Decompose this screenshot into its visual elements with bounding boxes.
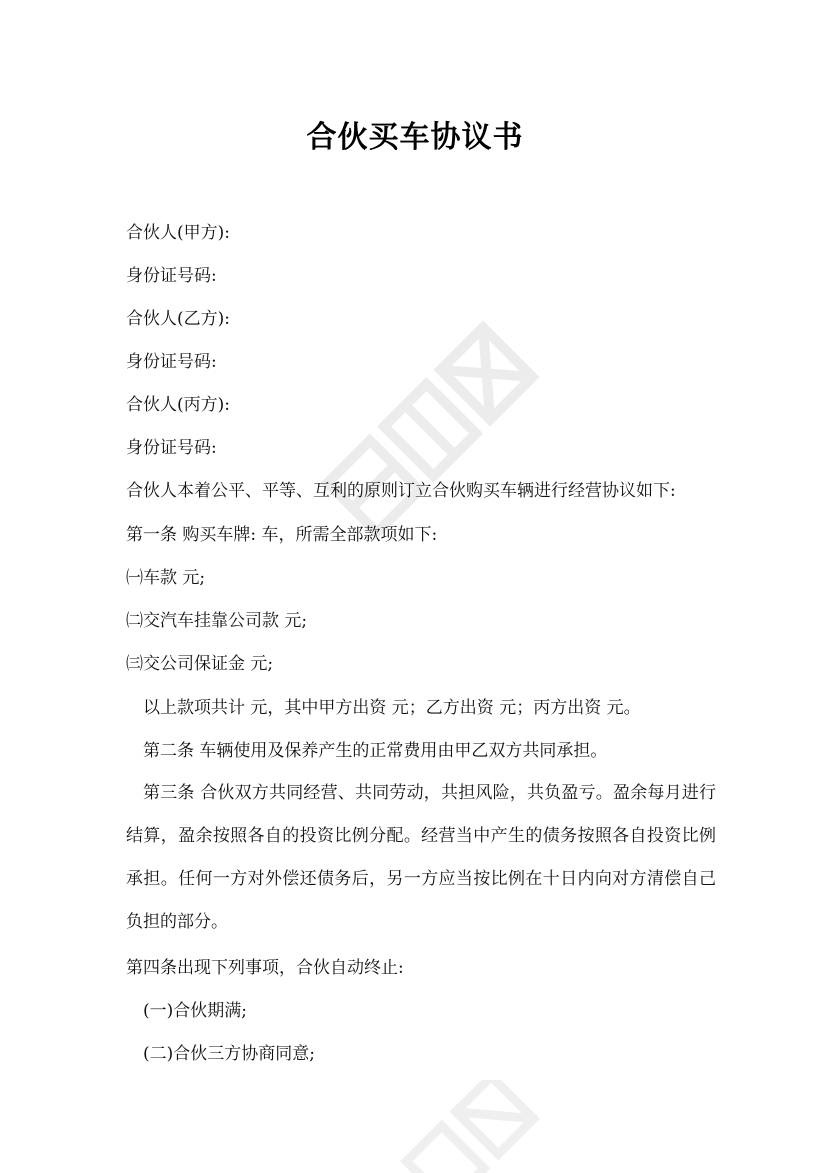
party-c-label: 合伙人(丙方): <box>126 395 230 415</box>
watermark-icon <box>300 300 560 560</box>
article-1-item: ㈢交公司保证金 元; <box>126 654 274 674</box>
article-2: 第二条 车辆使用及保养产生的正常费用由甲乙双方共同承担。 <box>143 741 608 761</box>
party-b-label: 合伙人(乙方): <box>126 309 230 329</box>
party-a-label: 合伙人(甲方): <box>126 223 230 243</box>
article-4-item: (一)合伙期满; <box>143 1001 247 1021</box>
agreement-intro: 合伙人本着公平、平等、互利的原则订立合伙购买车辆进行经营协议如下: <box>126 481 676 501</box>
party-b-id-label: 身份证号码: <box>126 352 217 372</box>
article-1-heading: 第一条 购买车牌: 车，所需全部款项如下: <box>126 525 438 545</box>
watermark-icon <box>370 1080 570 1173</box>
article-1-total: 以上款项共计 元，其中甲方出资 元；乙方出资 元；丙方出资 元。 <box>143 698 641 718</box>
party-c-id-label: 身份证号码: <box>126 438 217 458</box>
article-4-item: (二)合伙三方协商同意; <box>143 1044 315 1064</box>
article-1-item: ㈠车款 元; <box>126 568 206 588</box>
article-4-heading: 第四条出现下列事项，合伙自动终止: <box>126 958 404 978</box>
party-a-id-label: 身份证号码: <box>126 266 217 286</box>
article-1-item: ㈡交汽车挂靠公司款 元; <box>126 611 308 631</box>
article-3: 第三条 合伙双方共同经营、共同劳动，共担风险，共负盈亏。盈余每月进行结算，盈余按照各自的投资比例分配。经营当中产生的债务按照各自投资比例承担。任何一方对外偿还债务后，另一方应当按比例在十日内向对方清偿自己负担的部分。 <box>126 783 716 932</box>
document-title: 合伙买车协议书 <box>306 120 524 155</box>
